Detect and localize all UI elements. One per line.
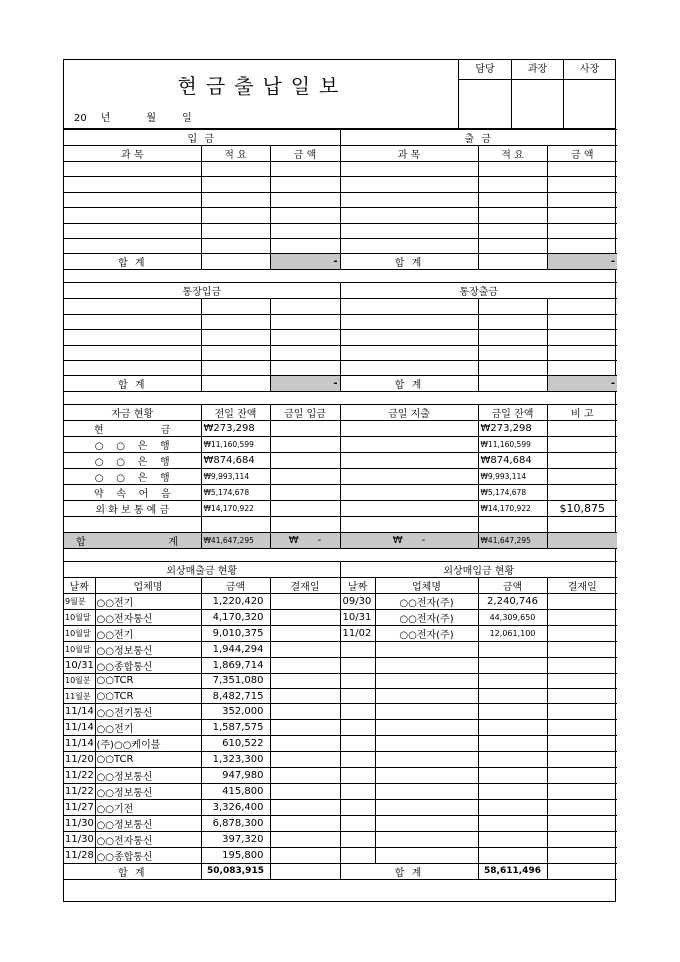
- funds-col-label: 자금 현황: [64, 405, 201, 421]
- ar-paydate[interactable]: [270, 783, 340, 799]
- funds-row-balance: ₩11,160,599: [478, 437, 547, 453]
- ar-paydate[interactable]: [270, 689, 340, 704]
- bank-entry-row: [64, 314, 617, 329]
- bank-entry-row: [64, 299, 617, 314]
- funds-row-prev: ₩14,170,922: [201, 501, 270, 517]
- ar-col-paydate: 결재일: [270, 577, 340, 593]
- ar-paydate[interactable]: [270, 641, 340, 657]
- ar-paydate[interactable]: [270, 736, 340, 752]
- funds-row-label: 약 속 어 음: [64, 485, 201, 501]
- ar-amount: 8,482,715: [201, 689, 270, 704]
- funds-col-bal: 금일 잔액: [478, 405, 547, 421]
- inflow-entry-row: [64, 162, 617, 177]
- date-day-unit: 일: [182, 113, 192, 124]
- ar-vendor: ○○전기: [95, 625, 201, 641]
- table-row: [64, 831, 617, 847]
- approval-manager: 과장: [511, 60, 563, 80]
- table-row: [64, 704, 617, 720]
- table-row: [64, 673, 617, 688]
- funds-col-out: 금일 지출: [340, 405, 478, 421]
- table-row: [64, 815, 617, 831]
- ap-vendor: ○○전자(주): [375, 593, 478, 609]
- main-table: [64, 129, 617, 880]
- ar-amount: 352,000: [201, 704, 270, 720]
- payable-title: 외상매입금 현황: [340, 561, 617, 577]
- ar-vendor: ○○전기: [95, 593, 201, 609]
- funds-row: [64, 501, 617, 517]
- ap-col-vendor: 업체명: [375, 577, 478, 593]
- ar-col-vendor: 업체명: [95, 577, 201, 593]
- table-row: [64, 689, 617, 704]
- ar-amount: 1,323,300: [201, 752, 270, 767]
- ar-date: 11/22: [64, 783, 95, 799]
- inflow-entry-row: [64, 192, 617, 207]
- ap-col-amount: 금액: [478, 577, 547, 593]
- ar-vendor: ○○전자통신: [95, 609, 201, 625]
- ap-total-label: 합 계: [340, 863, 478, 879]
- funds-row-in[interactable]: [270, 501, 340, 517]
- bank-entry-row: [64, 330, 617, 345]
- outflow-col-desc: 적 요: [478, 146, 547, 162]
- ar-amount: 1,869,714: [201, 657, 270, 673]
- funds-total-balance: ₩41,647,295: [478, 532, 547, 548]
- page-title: 현금출납일보: [177, 74, 348, 98]
- inflow-total-label: 합 계: [64, 254, 201, 270]
- ap-paydate[interactable]: [547, 593, 617, 609]
- date-year: 20: [74, 113, 87, 124]
- ar-col-date: 날짜: [64, 577, 95, 593]
- approval-staff: 담당: [459, 60, 511, 80]
- bank-in-total-value: -: [270, 376, 340, 392]
- inflow-total-value: -: [270, 254, 340, 270]
- funds-row-in[interactable]: [270, 437, 340, 453]
- funds-row-prev: ₩874,684: [201, 453, 270, 469]
- ar-date: 11/14: [64, 704, 95, 720]
- ar-vendor: ○○정보통신: [95, 815, 201, 831]
- table-row: [64, 609, 617, 625]
- ar-vendor: ○○전기: [95, 720, 201, 736]
- ar-paydate[interactable]: [270, 593, 340, 609]
- funds-row-note[interactable]: [547, 469, 617, 485]
- ar-vendor: ○○정보통신: [95, 783, 201, 799]
- funds-row-out[interactable]: [340, 421, 478, 437]
- ap-col-date: 날짜: [340, 577, 375, 593]
- inflow-col-subject: 과 목: [64, 146, 201, 162]
- funds-total-prev: ₩41,647,295: [201, 532, 270, 548]
- receivable-title: 외상매출금 현황: [64, 561, 340, 577]
- ar-amount: 6,878,300: [201, 815, 270, 831]
- ar-ap-total-row: [64, 863, 617, 879]
- ar-paydate[interactable]: [270, 673, 340, 688]
- ar-amount: 610,522: [201, 736, 270, 752]
- ar-date: 9월분: [64, 593, 95, 609]
- ar-date: 10월달: [64, 625, 95, 641]
- ar-date: 10월달: [64, 641, 95, 657]
- ar-vendor: ○○TCR: [95, 689, 201, 704]
- funds-row: [64, 469, 617, 485]
- funds-row-out[interactable]: [340, 485, 478, 501]
- ap-date: 10/31: [340, 609, 375, 625]
- approval-box: [458, 60, 615, 128]
- ar-amount: 9,010,375: [201, 625, 270, 641]
- ar-date: 11/14: [64, 720, 95, 736]
- ar-vendor: ○○종합통신: [95, 847, 201, 863]
- ar-total-label: 합 계: [64, 863, 201, 879]
- ar-amount: 947,980: [201, 767, 270, 783]
- outflow-title: 출 금: [340, 130, 617, 146]
- funds-row: [64, 453, 617, 469]
- ar-vendor: ○○종합통신: [95, 657, 201, 673]
- ar-amount: 415,800: [201, 783, 270, 799]
- funds-row-balance: ₩9,993,114: [478, 469, 547, 485]
- ar-date: 11월분: [64, 689, 95, 704]
- ar-paydate[interactable]: [270, 752, 340, 767]
- ar-amount: 4,170,320: [201, 609, 270, 625]
- ar-date: 10월분: [64, 673, 95, 688]
- approval-president: 사장: [563, 60, 615, 80]
- ar-paydate[interactable]: [270, 704, 340, 720]
- funds-row: [64, 421, 617, 437]
- ar-vendor: ○○전자통신: [95, 831, 201, 847]
- ar-amount: 1,587,575: [201, 720, 270, 736]
- cash-daily-report: [63, 59, 616, 902]
- bank-in-title: 통장입금: [64, 283, 340, 299]
- inflow-entry-row: [64, 208, 617, 223]
- ar-amount: 1,220,420: [201, 593, 270, 609]
- ar-paydate[interactable]: [270, 720, 340, 736]
- sign-manager[interactable]: [511, 80, 563, 128]
- ar-amount: 7,351,080: [201, 673, 270, 688]
- report-header: [64, 60, 615, 129]
- funds-total-in: ₩ -: [270, 532, 340, 548]
- inflow-col-desc: 적 요: [201, 146, 270, 162]
- ap-vendor: ○○전자(주): [375, 625, 478, 641]
- ar-paydate[interactable]: [270, 609, 340, 625]
- funds-row-label: ○ ○ 은 행: [64, 453, 201, 469]
- date-month-unit: 월: [146, 113, 157, 124]
- bank-entry-row: [64, 360, 617, 375]
- ap-date: 11/02: [340, 625, 375, 641]
- table-row: [64, 720, 617, 736]
- funds-total-out: ₩ -: [340, 532, 478, 548]
- ar-paydate[interactable]: [270, 799, 340, 815]
- outflow-total-label: 합 계: [340, 254, 478, 270]
- funds-row-prev: ₩5,174,678: [201, 485, 270, 501]
- funds-row-in[interactable]: [270, 485, 340, 501]
- table-row: [64, 625, 617, 641]
- ar-date: 11/30: [64, 815, 95, 831]
- inflow-entry-row: [64, 223, 617, 238]
- ar-date: 11/28: [64, 847, 95, 863]
- funds-total-label: 합 계: [64, 532, 201, 548]
- ap-vendor: ○○전자(주): [375, 609, 478, 625]
- funds-row: [64, 517, 617, 532]
- ar-date: 11/27: [64, 799, 95, 815]
- ar-vendor: ○○정보통신: [95, 641, 201, 657]
- ar-date: 10월달: [64, 609, 95, 625]
- ar-date: 11/20: [64, 752, 95, 767]
- inflow-entry-row: [64, 238, 617, 253]
- bank-entry-row: [64, 345, 617, 360]
- ar-col-amount: 금액: [201, 577, 270, 593]
- funds-row-note[interactable]: [547, 437, 617, 453]
- ap-col-paydate: 결재일: [547, 577, 617, 593]
- ar-paydate[interactable]: [270, 815, 340, 831]
- funds-row-note[interactable]: [547, 485, 617, 501]
- funds-row: [64, 437, 617, 453]
- table-row: [64, 736, 617, 752]
- ar-paydate[interactable]: [270, 767, 340, 783]
- ar-paydate[interactable]: [270, 657, 340, 673]
- ar-amount: 397,320: [201, 831, 270, 847]
- bank-in-total-label: 합 계: [64, 376, 201, 392]
- ar-vendor: ○○정보통신: [95, 767, 201, 783]
- funds-row-note[interactable]: [547, 421, 617, 437]
- date-year-unit: 년: [100, 113, 111, 124]
- table-row: [64, 767, 617, 783]
- table-row: [64, 593, 617, 609]
- funds-row-balance: ₩5,174,678: [478, 485, 547, 501]
- table-row: [64, 641, 617, 657]
- funds-row-balance: ₩874,684: [478, 453, 547, 469]
- ap-date: 09/30: [340, 593, 375, 609]
- report-date: [74, 109, 206, 124]
- funds-row-in[interactable]: [270, 469, 340, 485]
- sign-president[interactable]: [563, 80, 615, 128]
- funds-row-label: 현 금: [64, 421, 201, 437]
- bank-out-total-value: -: [547, 376, 617, 392]
- sign-staff[interactable]: [459, 80, 511, 128]
- funds-total-row: [64, 532, 617, 548]
- inflow-col-amount: 금 액: [270, 146, 340, 162]
- funds-row-prev: ₩273,298: [201, 421, 270, 437]
- funds-row-note[interactable]: [547, 453, 617, 469]
- funds-row-note[interactable]: $10,875: [547, 501, 617, 517]
- ar-total-value: 50,083,915: [201, 863, 270, 879]
- table-row: [64, 752, 617, 767]
- funds-col-in: 금일 입금: [270, 405, 340, 421]
- inflow-title: 입 금: [64, 130, 340, 146]
- table-row: [64, 783, 617, 799]
- ar-vendor: ○○기전: [95, 799, 201, 815]
- ap-amount: 2,240,746: [478, 593, 547, 609]
- funds-row-balance: ₩14,170,922: [478, 501, 547, 517]
- table-row: [64, 847, 617, 863]
- funds-row-prev: ₩11,160,599: [201, 437, 270, 453]
- funds-row-balance: ₩273,298: [478, 421, 547, 437]
- ar-amount: 3,326,400: [201, 799, 270, 815]
- funds-row-out[interactable]: [340, 469, 478, 485]
- funds-row: [64, 485, 617, 501]
- ar-vendor: ○○전기통신: [95, 704, 201, 720]
- funds-col-note: 비 고: [547, 405, 617, 421]
- funds-row-label: ○ ○ 은 행: [64, 437, 201, 453]
- funds-row-out[interactable]: [340, 437, 478, 453]
- ar-date: 11/22: [64, 767, 95, 783]
- funds-row-label: 외 화 보 통 예 금: [64, 501, 201, 517]
- ap-amount: 12,061,100: [478, 625, 547, 641]
- funds-row-out[interactable]: [340, 453, 478, 469]
- table-row: [64, 657, 617, 673]
- ar-date: 11/14: [64, 736, 95, 752]
- ap-paydate[interactable]: [547, 625, 617, 641]
- ar-date: 10/31: [64, 657, 95, 673]
- bank-out-title: 통장출금: [340, 283, 617, 299]
- funds-row-in[interactable]: [270, 453, 340, 469]
- ar-amount: 1,944,294: [201, 641, 270, 657]
- outflow-total-value: -: [547, 254, 617, 270]
- funds-row-label: ○ ○ 은 행: [64, 469, 201, 485]
- table-row: [64, 799, 617, 815]
- ar-paydate[interactable]: [270, 625, 340, 641]
- ar-vendor: (주)○○케이블: [95, 736, 201, 752]
- outflow-col-amount: 금 액: [547, 146, 617, 162]
- ap-amount: 44,309,650: [478, 609, 547, 625]
- funds-row-in[interactable]: [270, 421, 340, 437]
- funds-col-prev: 전일 잔액: [201, 405, 270, 421]
- funds-row-out[interactable]: [340, 501, 478, 517]
- ar-amount: 195,800: [201, 847, 270, 863]
- inflow-entry-row: [64, 177, 617, 192]
- ar-date: 11/30: [64, 831, 95, 847]
- ap-paydate[interactable]: [547, 609, 617, 625]
- bank-out-total-label: 합 계: [340, 376, 478, 392]
- ap-total-value: 58,611,496: [478, 863, 547, 879]
- ar-vendor: ○○TCR: [95, 752, 201, 767]
- funds-row-prev: ₩9,993,114: [201, 469, 270, 485]
- ar-paydate[interactable]: [270, 831, 340, 847]
- ar-paydate[interactable]: [270, 847, 340, 863]
- ar-vendor: ○○TCR: [95, 673, 201, 688]
- outflow-col-subject: 과 목: [340, 146, 478, 162]
